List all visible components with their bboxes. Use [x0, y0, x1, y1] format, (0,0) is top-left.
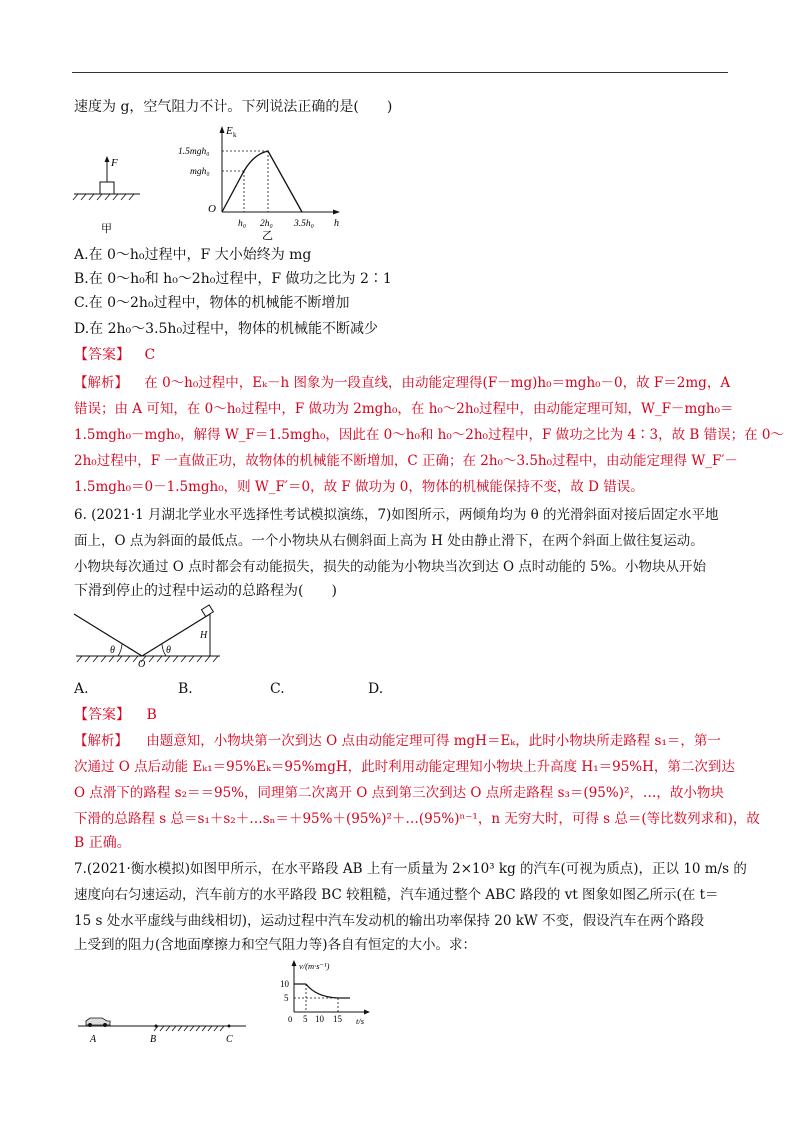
xtick-3.5h0: 3.5h₀ — [294, 219, 314, 229]
yaxis-label: E — [226, 125, 233, 137]
vt-xtick-5: 5 — [303, 1014, 308, 1024]
q7-stem-line-4: 上受到的阻力(含地面摩擦力和空气阻力等)各自有恒定的大小。求： — [74, 937, 477, 953]
ytick-mgh0: mgh₀ — [190, 167, 210, 177]
q5-figure-jia — [70, 148, 160, 238]
answer-value: B — [146, 707, 157, 723]
vt-xaxis-label: t/s — [356, 1016, 365, 1026]
height-label: H — [200, 630, 208, 641]
q5-analysis-line-2: 错误；由 A 可知，在 0～h₀过程中，F 做功为 2mgh₀，在 h₀～2h₀过程中，由动能定理可知，W_F－mgh₀＝ — [74, 401, 734, 417]
ytick-1.5mgh0: 1.5mgh₀ — [178, 147, 210, 157]
q5-option-c: C.在 0～2h₀过程中，物体的机械能不断增加 — [74, 295, 350, 311]
q7-stem-line-1: 7.(2021·衡水模拟)如图甲所示，在水平路段 AB 上有一质量为 2×10³ kg 的汽车(可视为质点)，正以 10 m/s 的 — [74, 861, 747, 877]
q6-option-b: B. — [178, 681, 193, 697]
xtick-2h0: 2h₀ — [260, 219, 273, 229]
header-rule — [72, 72, 728, 73]
point-c-label: C — [226, 1034, 233, 1045]
q6-analysis-line-1: 【解析】 由题意知，小物块第一次到达 O 点由动能定理可得 mgH＝Eₖ，此时小物块所走路程 s₁＝，第一 — [74, 733, 721, 749]
q5-analysis-line-1: 【解析】 在 0～h₀过程中，Eₖ－h 图象为一段直线，由动能定理得(F－mg)h₀＝mgh₀－0，故 F＝2mg，A — [74, 375, 731, 391]
q6-stem-line-4: 下滑到停止的过程中运动的总路程为( ) — [74, 583, 337, 599]
q7-stem-line-3: 15 s 处水平虚线与曲线相切)，运动过程中汽车发动机的输出功率保持 20 kW 不变，假设汽车在两个路段 — [74, 913, 705, 929]
theta-left-label: θ — [110, 645, 115, 656]
vt-ytick-5: 5 — [284, 993, 289, 1003]
theta-right-label: θ — [166, 645, 171, 656]
q7-stem-line-2: 速度向右匀速运动，汽车前方的水平路段 BC 较粗糙，汽车通过整个 ABC 路段的 vt 图象如图乙所示(在 t＝ — [74, 887, 719, 903]
q6-analysis-line-3: O 点滑下的路程 s₂＝＝95%，同理第二次离开 O 点到第三次到达 O 点所走路程 s₃＝(95%)²，…，故小物块 — [74, 785, 724, 801]
origin-label: O — [138, 659, 146, 668]
analysis-tag: 【解析】 — [74, 375, 128, 391]
point-a-label: A — [90, 1034, 97, 1045]
q5-figure-yi — [176, 122, 356, 240]
q6-stem-line-3: 小物块每次通过 O 点时都会有动能损失，损失的动能为小物块当次到达 O 点时动能的 5%。小物块从开始 — [74, 559, 707, 575]
yaxis-label-sub: k — [233, 131, 237, 139]
q6-figure-slopes — [72, 604, 222, 668]
origin-label: O — [208, 203, 216, 215]
q7-figure-vt — [272, 956, 382, 1032]
vt-yaxis-label: v/(m·s⁻¹) — [299, 961, 330, 971]
caption-jia: 甲 — [101, 223, 112, 235]
xaxis-label: h — [334, 218, 339, 229]
answer-tag: 【答案】 — [74, 347, 130, 363]
vt-xtick-15: 15 — [333, 1014, 342, 1024]
q5-option-a: A.在 0～h₀过程中，F 大小始终为 mg — [74, 247, 312, 263]
xtick-h0: h₀ — [238, 219, 247, 229]
q5-option-d: D.在 2h₀～3.5h₀过程中，物体的机械能不断减少 — [74, 321, 379, 337]
caption-yi: 乙 — [262, 230, 273, 240]
q5-option-b: B.在 0～h₀和 h₀～2h₀过程中，F 做功之比为 2∶1 — [74, 271, 392, 287]
q6-option-d: D. — [368, 681, 384, 697]
q6-analysis-line-4: 下滑的总路程 s 总＝s₁＋s₂＋…sₙ＝＋95%＋(95%)²＋…(95%)ⁿ⁻¹，n 无穷大时，可得 s 总＝(等比数列求和)，故 — [74, 811, 760, 827]
vt-xtick-0: 0 — [288, 1014, 293, 1024]
q6-stem-line-2: 面上，O 点为斜面的最低点。一个小物块从右侧斜面上高为 H 处由静止滑下，在两个斜面上做往复运动。 — [74, 533, 704, 549]
q5-intro: 速度为 g，空气阻力不计。下列说法正确的是( ) — [74, 99, 393, 115]
vt-xtick-10: 10 — [315, 1014, 324, 1024]
q7-figure-road — [72, 1010, 248, 1046]
q5-answer-line — [74, 344, 734, 366]
q5-analysis-line-3: 1.5mgh₀－mgh₀，解得 W_F＝1.5mgh₀，因此在 0～h₀和 h₀～2h₀过程中，F 做功之比为 4∶3，故 B 错误；在 0～ — [74, 427, 784, 443]
q6-analysis-line-5: B 正确。 — [74, 835, 131, 851]
q5-analysis-line-5: 1.5mgh₀＝0－1.5mgh₀，则 W_F′＝0，故 F 做功为 0，物体的机械能保持不变，故 D 错误。 — [74, 479, 644, 495]
q5-analysis-line-4: 2h₀过程中，F 一直做正功，故物体的机械能不断增加，C 正确；在 2h₀～3.5h₀过程中，由动能定理得 W_F′－ — [74, 453, 738, 469]
vt-ytick-10: 10 — [280, 979, 289, 989]
q6-analysis-line-2: 次通过 O 点后动能 Eₖ₁＝95%Eₖ＝95%mgH，此时利用动能定理知小物块上升高度 H₁＝95%H，第二次到达 — [74, 759, 735, 775]
q6-option-a: A. — [74, 681, 89, 697]
analysis-tag: 【解析】 — [74, 733, 128, 749]
q6-option-c: C. — [270, 681, 285, 697]
q6-answer-line — [74, 704, 734, 726]
q6-stem-line-1: 6. (2021·1 月湖北学业水平选择性考试模拟演练，7)如图所示，两倾角均为 θ 的光滑斜面对接后固定水平地 — [74, 507, 719, 523]
answer-value: C — [144, 347, 156, 363]
force-label: F — [111, 157, 118, 169]
point-b-label: B — [150, 1034, 157, 1045]
answer-tag: 【答案】 — [74, 707, 130, 723]
